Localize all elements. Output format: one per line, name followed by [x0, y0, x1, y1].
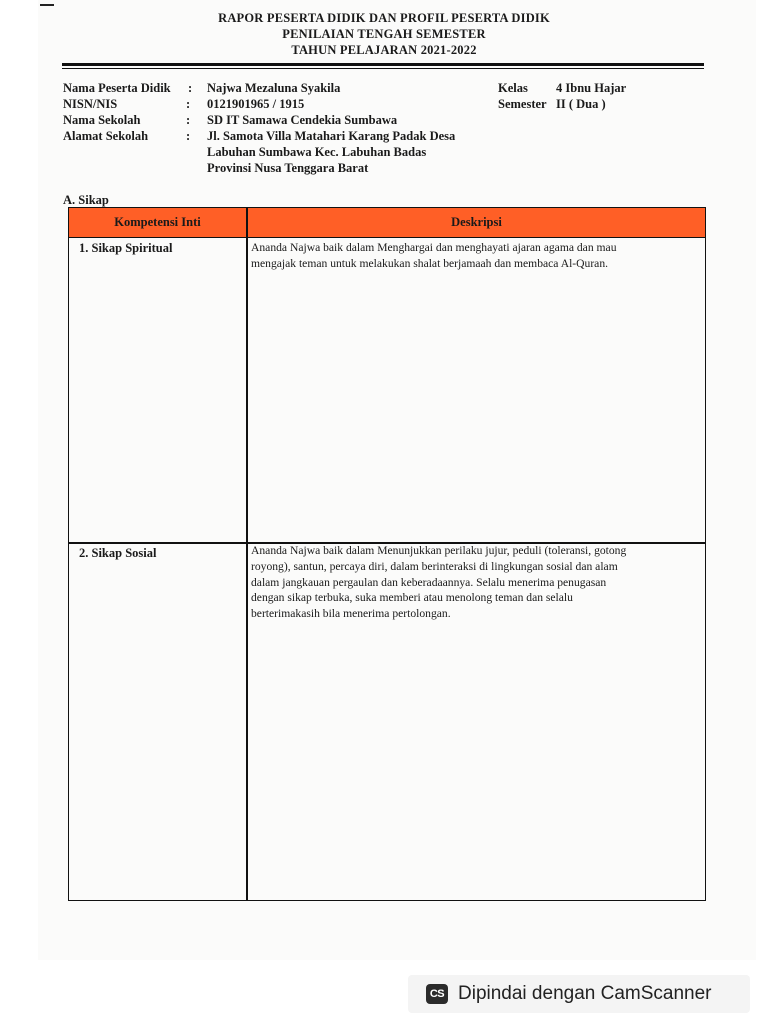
watermark-text: Dipindai dengan CamScanner: [458, 983, 712, 1004]
scan-mark: [40, 4, 54, 6]
school-colon: :: [186, 113, 191, 127]
nisn-label: NISN/NIS: [63, 97, 118, 111]
row-label-social: 2. Sikap Sosial: [79, 546, 157, 560]
semester-value: II ( Dua ): [556, 97, 606, 111]
attitude-table: [68, 207, 706, 901]
name-label: Nama Peserta Didik: [63, 81, 171, 95]
table-header: [69, 208, 705, 238]
address-line: Provinsi Nusa Tenggara Barat: [207, 161, 369, 175]
address-colon: :: [186, 129, 191, 143]
description-line: royong), santun, percaya diri, dalam berinteraksi di lingkungan sosial dan alam: [251, 559, 618, 573]
column-header-description: Deskripsi: [451, 215, 502, 229]
description-spiritual: [251, 240, 701, 272]
school-name: SD IT Samawa Cendekia Sumbawa: [207, 113, 398, 127]
address-label: Alamat Sekolah: [63, 129, 149, 143]
camscanner-logo-icon: CS: [426, 984, 448, 1004]
name-colon: :: [188, 81, 193, 95]
column-divider: [246, 208, 248, 900]
school-label: Nama Sekolah: [63, 113, 141, 127]
description-line: Ananda Najwa baik dalam Menghargai dan menghayati ajaran agama dan mau: [251, 241, 617, 254]
description-line: dengan sikap terbuka, suka memberi atau menolong teman dan selalu: [251, 591, 573, 605]
section-title: A. Sikap: [63, 193, 109, 207]
academic-year: TAHUN PELAJARAN 2021-2022: [291, 43, 477, 57]
student-name: Najwa Mezaluna Syakila: [207, 81, 341, 95]
class-value: 4 Ibnu Hajar: [556, 81, 627, 95]
description-line: dalam jangkauan pergaulan dan keberadaannya. Selalu menerima penugasan: [251, 575, 607, 589]
report-title: RAPOR PESERTA DIDIK DAN PROFIL PESERTA DIDIK: [218, 11, 550, 25]
address-line: Labuhan Sumbawa Kec. Labuhan Badas: [207, 145, 427, 159]
row-label-spiritual: 1. Sikap Spiritual: [79, 241, 173, 255]
student-nisn: 0121901965 / 1915: [207, 97, 305, 111]
nisn-colon: :: [186, 97, 191, 111]
report-subtitle: PENILAIAN TENGAH SEMESTER: [282, 27, 486, 41]
address-line: Jl. Samota Villa Matahari Karang Padak Desa: [207, 129, 456, 143]
header-divider-thick: [62, 63, 704, 66]
header-divider-thin: [62, 68, 704, 69]
camscanner-watermark: [408, 975, 750, 1013]
description-social: [251, 543, 701, 622]
class-label: Kelas: [498, 81, 528, 95]
description-line: berterimakasih bila menerima pertolongan.: [251, 607, 451, 621]
report-header: [0, 10, 768, 58]
description-line: Ananda Najwa baik dalam Menunjukkan perilaku jujur, peduli (toleransi, gotong: [251, 544, 627, 557]
column-header-competency: Kompetensi Inti: [114, 215, 201, 229]
student-info: [0, 80, 768, 180]
description-line: mengajak teman untuk melakukan shalat berjamaah dan membaca Al-Quran.: [251, 256, 609, 270]
semester-label: Semester: [498, 97, 547, 111]
